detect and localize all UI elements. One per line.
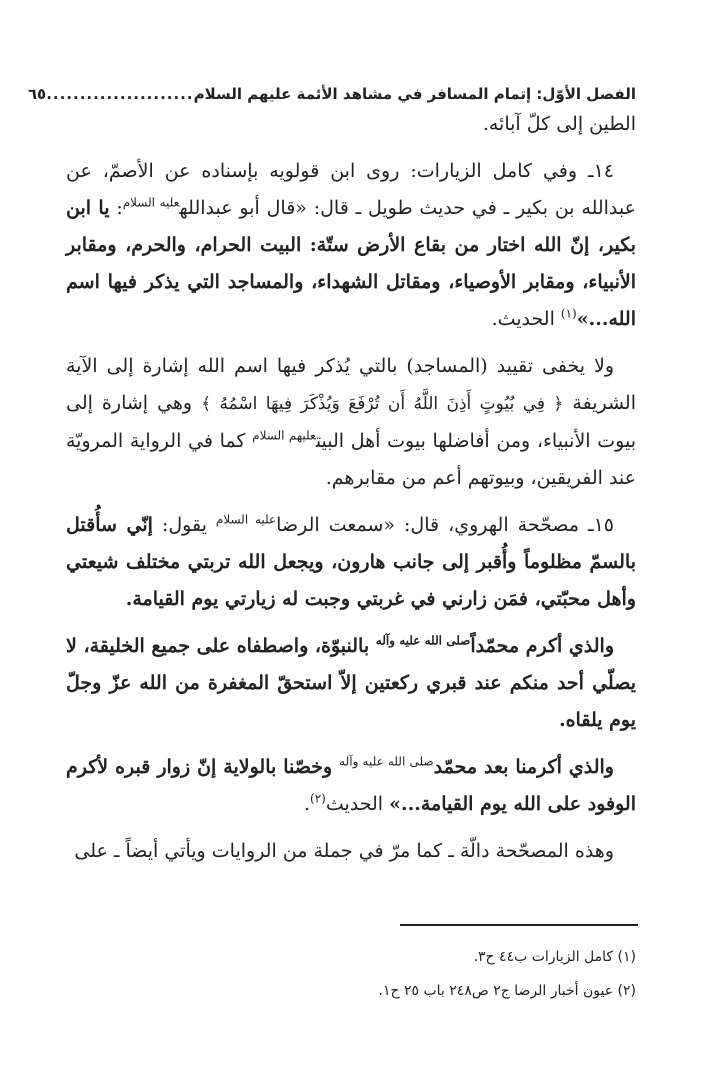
salawat-symbol: صلى الله عليه وآله	[375, 633, 471, 648]
paragraph-hadith-14: ١٤ـ وفي كامل الزيارات: روى ابن قولويه بإسناده عن الأصمّ، عن عبدالله بن بكير ـ في حديث طويل ـ قال: «قال أبو عبدالله$^{عليه السلام}$: يا ابن بكير، إنّ الله اختار من بقاع الأرض ستّة: البيت الحرام، والحرم، ومقابر الأنبياء، ومقابر الأوصياء، ومقاتل الشهداء، والمساجد التي يذكر فيها اسم الله...»$^{(١)}$ الحديث.	[66, 160, 636, 330]
header-dots: ......................	[46, 85, 194, 103]
footnote-divider	[400, 924, 638, 926]
header-title: الفصل الأوّل: إتمام المسافر في مشاهد الأئمة عليهم السلام	[193, 85, 636, 103]
footnote-1: (١) كامل الزيارات ب٤٤ ح٣.	[473, 949, 636, 965]
footnote-marker: (٢)	[310, 791, 326, 806]
paragraph-hadith-15-end: والذي أكرمنا بعد محمّد$^{صلى الله عليه وآله}$ وخصّنا بالولاية إنّ زوار قبره لأكرم الوفود على الله يوم القيامة...» الحديث$^{(٢)}$.	[66, 754, 636, 815]
salawat-symbol: صلى الله عليه وآله	[339, 754, 434, 769]
salawat-symbol: عليهم السلام	[252, 428, 316, 443]
hadith-text: يا ابن بكير، إنّ الله اختار من بقاع الأرض ستّة: البيت الحرام، والحرم، ومقابر الأنبياء، ومقابر الأوصياء، ومقاتل الشهداء، والمساجد التي يذكر فيها اسم الله...»	[66, 197, 636, 330]
paragraph-hadith-15-cont: والذي أكرم محمّداً$^{صلى الله عليه وآله}$ بالنبوّة، واصطفاه على جميع الخليقة، لا يصلّي أحد منكم عند قبري ركعتين إلاّ استحقّ المغفرة من الله عزّ وجلّ يوم يلقاه.	[66, 633, 636, 731]
salawat-symbol: عليه السلام	[215, 512, 277, 527]
salawat-symbol: عليه السلام	[122, 195, 180, 210]
paragraph-hadith-15: ١٥ـ مصحّحة الهروي، قال: «سمعت الرضا$^{عليه السلام}$ يقول: إنّي سأُقتل بالسمّ مظلوماً وأُقبر إلى جانب هارون، ويجعل الله تربتي مختلف شيعتي وأهل محبّتي، فمَن زارني في غربتي وجبت له زيارتي يوم القيامة.	[66, 512, 636, 610]
footnote-2: (٢) عيون أخبار الرضا ج٢ ص٢٤٨ باب ٢٥ ح١.	[378, 983, 636, 999]
footnote-marker: (١)	[560, 306, 577, 321]
paragraph-continuation: الطين إلى كلّ آبائه.	[482, 113, 636, 135]
hadith-text: إنّي سأُقتل بالسمّ مظلوماً وأُقبر إلى جانب هارون، ويجعل الله تربتي مختلف شيعتي وأهل محبّتي، فمَن زارني في غربتي وجبت له زيارتي يوم القيامة.	[66, 514, 636, 610]
paragraph-closing: وهذه المصحّحة دالّة ـ كما مرّ في جملة من الروايات ويأتي أيضاً ـ على	[74, 840, 614, 862]
page-content	[27, 82, 637, 870]
page-number: ٦٥	[27, 85, 47, 103]
paragraph-commentary: ولا يخفى تقييد (المساجد) بالتي يُذكر فيها اسم الله إشارة إلى الآية الشريفة ﴿ فِي بُيُوتٍ أَذِنَ اللَّهُ أَن تُرْفَعَ وَيُذْكَرَ فِيهَا اسْمُهُ ﴾ وهي إشارة إلى بيوت الأنبياء، ومن أفاضلها بيوت أهل البيت$^{عليهم السلام}$ كما في الرواية المرويّة عند الفريقين، وبيوتهم أعم من مقابرهم.	[66, 355, 637, 489]
footnotes	[66, 940, 636, 1008]
running-header	[27, 82, 636, 106]
quran-verse: ﴿ فِي بُيُوتٍ أَذِنَ اللَّهُ أَن تُرْفَعَ وَيُذْكَرَ فِيهَا اسْمُهُ ﴾	[201, 394, 564, 414]
